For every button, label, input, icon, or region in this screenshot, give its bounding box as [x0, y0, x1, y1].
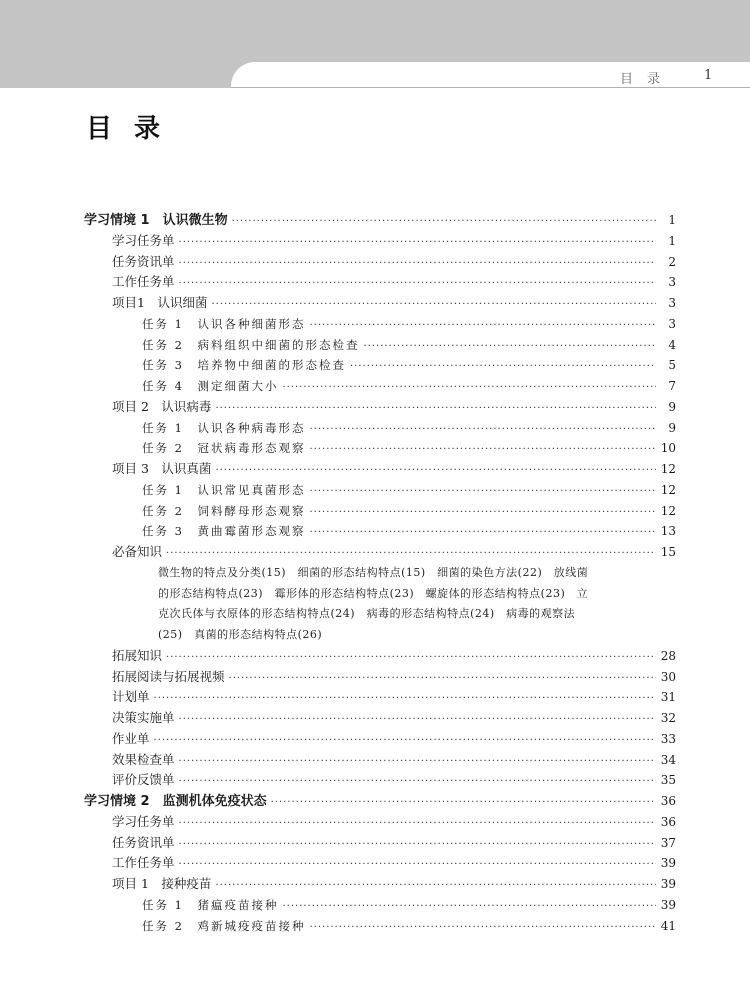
knowledge-topic-line: 克次氏体与衣原体的形态结构特点(24) 病毒的形态结构特点(24) 病毒的观察法 [158, 607, 576, 621]
dot-leader [363, 337, 656, 358]
toc-entry-page-number: 1 [668, 213, 676, 227]
toc-entry-label: 学习情境 1 认识微生物 [84, 213, 228, 228]
knowledge-topics [84, 563, 676, 646]
page-title: 目录 [86, 114, 183, 144]
toc-section-entry[interactable] [84, 272, 676, 293]
toc-section-entry[interactable] [84, 252, 676, 273]
toc-entry-label: 工作任务单 [112, 855, 175, 871]
table-of-contents [84, 210, 676, 936]
toc-section-entry[interactable] [84, 397, 676, 418]
toc-entry-page-number: 36 [660, 794, 676, 808]
toc-entry-page-number: 12 [660, 482, 676, 497]
toc-section-entry[interactable] [84, 708, 676, 729]
dot-leader [154, 731, 656, 752]
toc-entry-page-number: 3 [668, 296, 676, 310]
toc-entry-page-number: 9 [668, 420, 676, 435]
dot-leader [282, 378, 656, 399]
dot-leader [215, 461, 656, 482]
toc-entry-label: 评价反馈单 [112, 772, 175, 788]
toc-section-entry[interactable] [84, 833, 676, 854]
toc-entry-label: 任务 1 认识各种病毒形态 [142, 420, 306, 435]
toc-entry-label: 拓展阅读与拓展视频 [112, 668, 225, 684]
toc-section-entry[interactable] [84, 667, 676, 688]
running-header-page-number: 1 [704, 68, 713, 83]
toc-task-entry[interactable] [84, 501, 676, 522]
toc-entry-page-number: 32 [660, 711, 676, 725]
toc-section-entry[interactable] [84, 542, 676, 563]
dot-leader [309, 316, 656, 337]
toc-entry-page-number: 39 [660, 856, 676, 871]
toc-entry-label: 任务资讯单 [112, 834, 175, 850]
toc-entry-label: 项目 2 认识病毒 [112, 398, 212, 414]
toc-section-entry[interactable] [84, 750, 676, 771]
toc-section-entry[interactable] [84, 770, 676, 791]
toc-entry-label: 作业单 [112, 730, 150, 746]
dot-leader [309, 503, 656, 524]
dot-leader [282, 897, 656, 918]
dot-leader [215, 876, 656, 897]
knowledge-topic-line: 的形态结构特点(23) 霉形体的形态结构特点(23) 螺旋体的形态结构特点(23) 立 [158, 586, 589, 600]
toc-entry-label: 必备知识 [112, 544, 163, 559]
toc-section-entry[interactable] [84, 646, 676, 667]
toc-section-entry[interactable] [84, 812, 676, 833]
toc-section-entry[interactable] [84, 874, 676, 895]
toc-task-entry[interactable] [84, 480, 676, 501]
dot-leader [154, 689, 656, 710]
toc-entry-page-number: 30 [660, 669, 676, 684]
toc-entry-label: 任务 2 鸡新城疫疫苗接种 [142, 918, 306, 933]
dot-leader [229, 669, 656, 690]
dot-leader [271, 793, 656, 814]
toc-chapter-entry[interactable] [84, 791, 676, 812]
toc-task-entry[interactable] [84, 314, 676, 335]
toc-entry-page-number: 31 [660, 690, 676, 705]
toc-entry-label: 任务资讯单 [112, 253, 175, 269]
toc-entry-label: 任务 1 认识各种细菌形态 [142, 316, 306, 331]
toc-chapter-entry[interactable] [84, 210, 676, 231]
toc-entry-page-number: 12 [660, 503, 676, 518]
toc-entry-page-number: 41 [660, 918, 676, 933]
toc-entry-page-number: 2 [668, 254, 676, 269]
toc-entry-page-number: 12 [660, 462, 676, 476]
toc-part-2 [84, 646, 676, 937]
toc-section-entry[interactable] [84, 459, 676, 480]
toc-task-entry[interactable] [84, 521, 676, 542]
running-header-title: 目录 [620, 72, 675, 87]
dot-leader [309, 420, 656, 441]
dot-leader [179, 710, 656, 731]
toc-entry-label: 任务 3 黄曲霉菌形态观察 [142, 524, 306, 539]
toc-entry-page-number: 13 [660, 524, 676, 539]
toc-entry-label: 任务 3 培养物中细菌的形态检查 [142, 358, 346, 373]
toc-entry-label: 决策实施单 [112, 710, 175, 725]
toc-section-entry[interactable] [84, 231, 676, 252]
toc-entry-page-number: 3 [668, 275, 676, 290]
toc-entry-page-number: 15 [660, 545, 676, 559]
dot-leader [309, 440, 656, 461]
toc-entry-label: 任务 2 饲料酵母形态观察 [142, 503, 306, 518]
toc-entry-page-number: 39 [660, 877, 676, 891]
knowledge-topic-line: 微生物的特点及分类(15) 细菌的形态结构特点(15) 细菌的染色方法(22) 放线菌 [158, 565, 589, 579]
dot-leader [309, 523, 656, 544]
toc-entry-label: 项目 3 认识真菌 [112, 461, 212, 476]
toc-entry-label: 拓展知识 [112, 647, 163, 663]
toc-entry-page-number: 37 [660, 835, 676, 850]
dot-leader [179, 274, 656, 295]
toc-task-entry[interactable] [84, 376, 676, 397]
toc-entry-page-number: 3 [668, 316, 676, 331]
dot-leader [309, 482, 656, 503]
toc-entry-page-number: 7 [668, 379, 676, 393]
toc-entry-page-number: 9 [668, 399, 676, 414]
toc-entry-page-number: 39 [660, 897, 676, 912]
toc-part-1 [84, 210, 676, 563]
toc-entry-page-number: 1 [668, 233, 676, 248]
dot-leader [166, 648, 656, 669]
dot-leader [166, 544, 656, 565]
header-rule [231, 87, 750, 88]
toc-entry-page-number: 28 [660, 648, 676, 663]
toc-entry-page-number: 36 [660, 814, 676, 829]
toc-entry-label: 任务 4 测定细菌大小 [142, 379, 279, 393]
toc-entry-label: 计划单 [112, 689, 150, 705]
dot-leader [179, 254, 656, 275]
toc-entry-label: 学习情境 2 监测机体免疫状态 [84, 794, 267, 809]
dot-leader [179, 752, 656, 773]
toc-task-entry[interactable] [84, 895, 676, 916]
toc-task-entry[interactable] [84, 438, 676, 459]
toc-entry-label: 项目 1 接种疫苗 [112, 876, 212, 891]
dot-leader [350, 357, 656, 378]
toc-entry-label: 学习任务单 [112, 813, 175, 829]
toc-entry-page-number: 10 [660, 441, 676, 456]
toc-entry-page-number: 4 [668, 337, 676, 352]
dot-leader [232, 212, 656, 233]
toc-task-entry[interactable] [84, 916, 676, 937]
toc-entry-label: 任务 1 猪瘟疫苗接种 [142, 897, 279, 912]
dot-leader [215, 399, 656, 420]
toc-entry-page-number: 5 [668, 358, 676, 373]
dot-leader [179, 835, 656, 856]
dot-leader [179, 233, 656, 254]
toc-section-entry[interactable] [84, 853, 676, 874]
toc-task-entry[interactable] [84, 418, 676, 439]
toc-entry-label: 任务 2 病料组织中细菌的形态检查 [142, 337, 360, 352]
toc-entry-label: 效果检查单 [112, 751, 175, 767]
dot-leader [179, 814, 656, 835]
toc-entry-label: 任务 2 冠状病毒形态观察 [142, 441, 306, 456]
toc-task-entry[interactable] [84, 335, 676, 356]
toc-entry-page-number: 33 [660, 731, 676, 746]
toc-entry-label: 项目1 认识细菌 [112, 295, 208, 310]
dot-leader [309, 918, 656, 939]
toc-section-entry[interactable] [84, 687, 676, 708]
toc-task-entry[interactable] [84, 355, 676, 376]
toc-section-entry[interactable] [84, 729, 676, 750]
dot-leader [179, 772, 656, 793]
toc-section-entry[interactable] [84, 293, 676, 314]
toc-entry-label: 学习任务单 [112, 232, 175, 248]
toc-entry-label: 任务 1 认识常见真菌形态 [142, 482, 306, 497]
knowledge-topic-line: (25) 真菌的形态结构特点(26) [158, 628, 323, 641]
dot-leader [179, 855, 656, 876]
toc-entry-page-number: 34 [660, 752, 676, 767]
dot-leader [211, 295, 656, 316]
toc-entry-page-number: 35 [660, 773, 676, 788]
toc-entry-label: 工作任务单 [112, 274, 175, 290]
